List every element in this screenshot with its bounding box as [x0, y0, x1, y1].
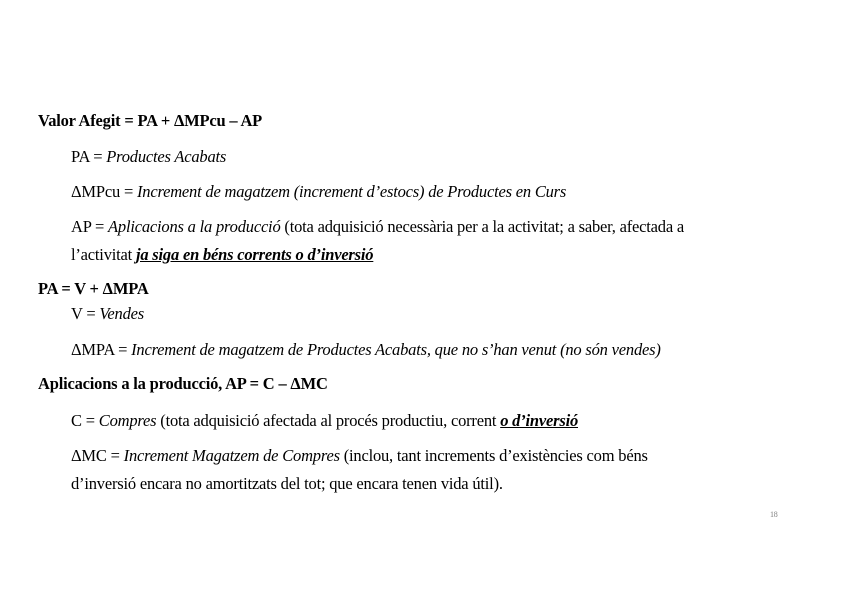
- dmpa-term: Increment de magatzem de Productes Acabats, que no s’han venut (no són vendes): [131, 340, 661, 359]
- c-description: (tota adquisició afectada al procés productiu, corrent: [156, 411, 501, 430]
- v-definition: [71, 304, 144, 324]
- ap-description-cont: l’activitat: [71, 245, 136, 264]
- dmc-definition-line2: d’inversió encara no amortitzats del tot; que encara tenen vida útil).: [71, 474, 503, 493]
- ap-term: Aplicacions a la producció: [108, 217, 281, 236]
- dmpcu-prefix: ΔMPcu =: [71, 182, 137, 201]
- v-prefix: V =: [71, 304, 100, 323]
- dmc-description: (inclou, tant increments d’existències com béns: [339, 446, 648, 465]
- pa-definition: [71, 147, 226, 167]
- dmc-term: Increment Magatzem de Compres: [123, 446, 340, 465]
- c-term: Compres: [98, 411, 157, 430]
- dmc-definition-line1: [71, 446, 648, 466]
- pa-formula: PA = V + ΔMPA: [38, 279, 149, 298]
- c-emphasis: o d’inversió: [500, 411, 579, 430]
- c-prefix: C =: [71, 411, 99, 430]
- ap-definition-line2: [71, 245, 373, 265]
- dmpcu-definition: [71, 182, 566, 202]
- c-definition: [71, 411, 578, 431]
- pa-prefix: PA =: [71, 147, 107, 166]
- ap-emphasis: ja siga en béns corrents o d’inversió: [135, 245, 374, 264]
- ap-formula: Aplicacions a la producció, AP = C – ΔMC: [38, 374, 328, 393]
- ap-definition-line1: [71, 217, 684, 237]
- pa-term: Productes Acabats: [106, 147, 227, 166]
- value-added-formula: Valor Afegit = PA + ΔMPcu – AP: [38, 111, 263, 130]
- dmc-prefix: ΔMC =: [71, 446, 124, 465]
- dmpa-definition: [71, 340, 661, 360]
- dmpa-prefix: ΔMPA =: [71, 340, 132, 359]
- page-number: 18: [770, 510, 778, 519]
- ap-prefix: AP =: [71, 217, 109, 236]
- v-term: Vendes: [99, 304, 144, 323]
- dmpcu-term: Increment de magatzem (increment d’estocs) de Productes en Curs: [137, 182, 567, 201]
- ap-description: (tota adquisició necessària per a la activitat; a saber, afectada a: [280, 217, 685, 236]
